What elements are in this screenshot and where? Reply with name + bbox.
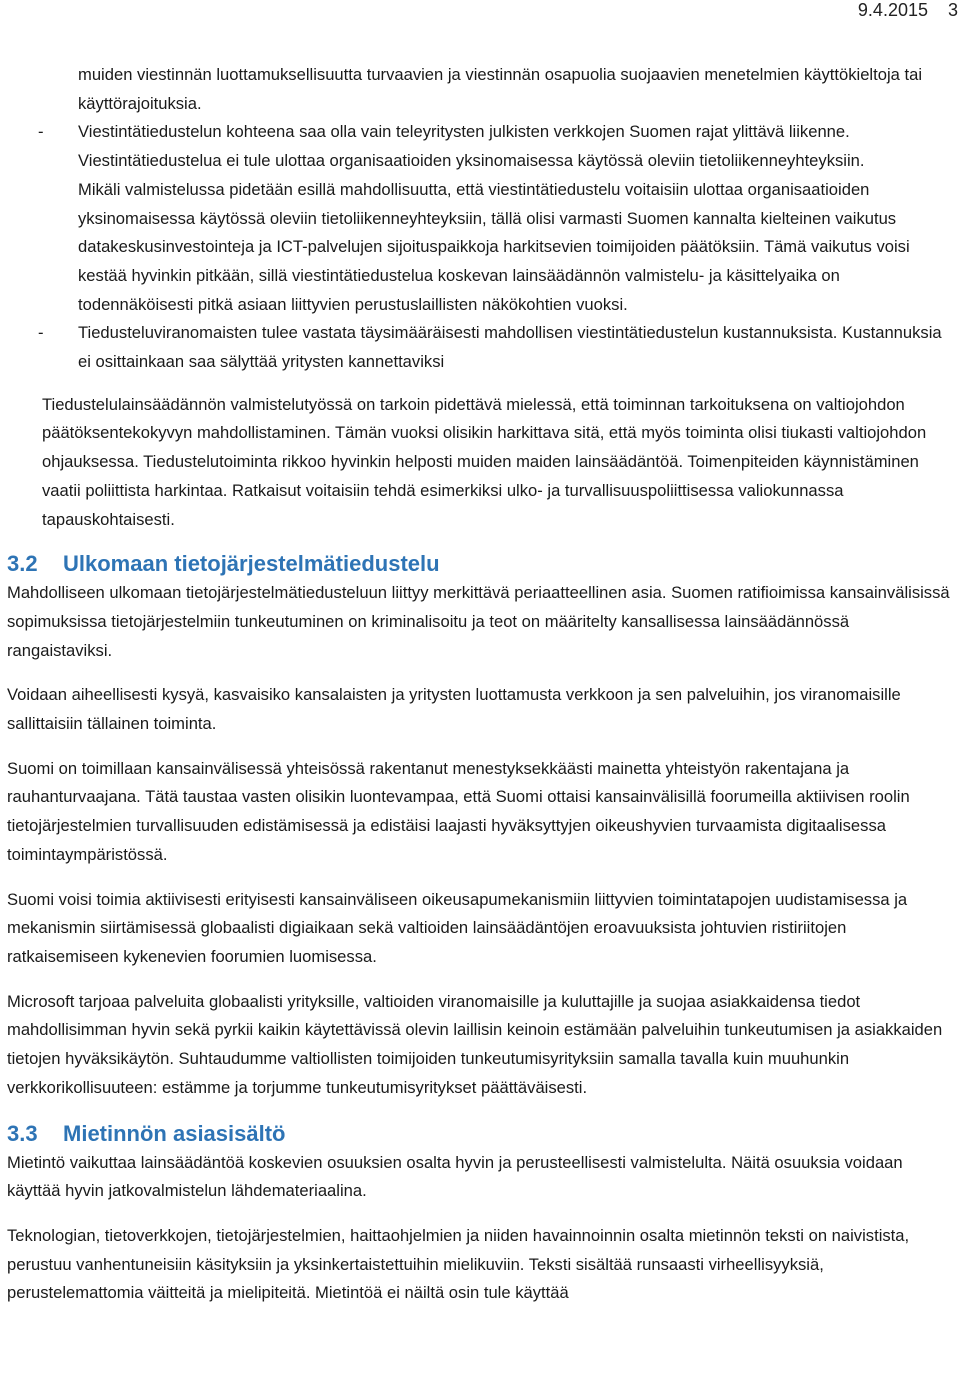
paragraph: Voidaan aiheellisesti kysyä, kasvaisiko kansalaisten ja yritysten luottamusta verkkoon ja sen palveluihin, jos viranomaisille sallittaisiin tällainen toiminta. — [7, 685, 901, 734]
intro-paragraph: Tiedustelulainsäädännön valmistelutyössä on tarkoin pidettävä mielessä, että toiminnan tarkoituksena on valtiojohdon päätöksentekokyvyn mahdollistaminen. Tämän vuoksi olisikin harkittava sitä, että myös toiminta olisi tiukasti valtiojohdon ohjauksessa. Tiedustelutoiminta rikkoo hyvinkin helposti muiden maiden lainsäädäntöä. Toimenpiteiden käynnistäminen vaatii poliittista harkintaa. Ratkaisut voitaisiin tehdä esimerkiksi ulko- ja turvallisuuspoliittisessa valiokunnassa tapauskohtaisesti. — [42, 394, 927, 529]
list-item-text: Tiedusteluviranomaisten tulee vastata täysimääräisesti mahdollisen viestintätiedustelun kustannuksista. Kustannuksia ei osittainkaan saa sälyttää yritysten kannettaviksi — [78, 323, 942, 372]
paragraph: Suomi on toimillaan kansainvälisessä yhteisössä rakentanut menestyksekkäästi mainetta yhteistyön rakentajana ja rauhanturvaajana. Tätä taustaa vasten olisikin luontevampaa, että Suomi ottaisi kansainvälisillä foorumeilla aktiivisen roolin tietojärjestelmien turvallisuuden edistämisessä ja edistäisi laajasti hyväksyttyjen oikeushyvien turvaamista digitaalisessa toimintaympäristössä. — [7, 758, 910, 864]
document-body — [7, 61, 953, 1308]
list-continuation: muiden viestinnän luottamuksellisuutta turvaavien ja viestinnän osapuolia suojaavien menetelmien käyttökieltoja tai käyttörajoituksia. — [78, 65, 923, 113]
list-marker: - — [38, 122, 44, 142]
page-number: 3 — [947, 0, 958, 20]
section-title: Ulkomaan tietojärjestelmätiedustelu — [63, 551, 440, 577]
paragraph: Teknologian, tietoverkkojen, tietojärjestelmien, haittaohjelmien ja niiden havainnoinnin osalta mietinnön teksti on naivistista, perustuu vanhentuneisiin käsityksiin ja yksinkertaistettuihin mielikuviin. Teksti sisältää runsaasti virheellisyyksiä, perustelemattomia väitteitä ja mielipiteitä. Mietintöä ei näiltä osin tule käyttää — [7, 1225, 910, 1303]
section-title: Mietinnön asiasisältö — [63, 1120, 286, 1146]
list-item — [7, 118, 953, 175]
paragraph: Microsoft tarjoaa palveluita globaalisti yrityksille, valtioiden viranomaisille ja kuluttajille ja suojaa asiakkaidensa tiedot mahdollisimman hyvin sekä pyrkii kaikin käytettävissä olevin laillisin keinoin estämään palveluihin tunkeutumisen ja asiakkaiden tietojen hyväksikäytön. Suhtaudumme valtiollisten toimijoiden tunkeutumisyrityksiin samalla tavalla kuin muuhunkin verkkorikollisuuteen: estämme ja torjumme tunkeutumisyritykset päättäväisesti. — [7, 991, 943, 1097]
list-marker: - — [38, 323, 44, 343]
paragraph: Suomi voisi toimia aktiivisesti erityisesti kansainväliseen oikeusapumekanismiin liittyvien toimintatapojen uudistamisessa ja mekanismin siirtämisessä globaalisti digiaikaan sekä valtioiden lainsäädäntöjen eroavuuksista johtuvien ristiriitojen ratkaisemiseen kykenevien foorumien luomisessa. — [7, 889, 908, 966]
list-item-continuation: Mikäli valmistelussa pidetään esillä mahdollisuutta, että viestintätiedustelu voitaisiin ulottaa organisaatioiden yksinomaisessa käytössä oleviin tietoliikenneyhteyksiin, tällä olisi varmasti Suomen kannalta kielteinen vaikutus datakeskusinvestointeja ja ICT-palvelujen sijoituspaikkoja harkitsevien toimijoiden päätöksiin. Tämä vaikutus voisi kestää hyvinkin pitkään, sillä viestintätiedustelua koskevan lainsäädännön valmistelu- ja käsittelyaika on todennäköisesti pitkä asiaan liittyvien perustuslaillisten näkökohtien vuoksi. — [78, 179, 910, 314]
list-item — [7, 319, 953, 376]
section-number: 3.2 — [7, 551, 38, 577]
section-heading-3-2 — [7, 549, 953, 579]
header-date: 9.4.2015 — [857, 0, 928, 20]
section-number: 3.3 — [7, 1120, 38, 1146]
list-item-text: Viestintätiedustelun kohteena saa olla vain teleyritysten julkisten verkkojen Suomen rajat ylittävä liikenne. Viestintätiedustelua ei tule ulottaa organisaatioiden yksinomaisessa käytössä oleviin tietoliikenneyhteyksiin. — [78, 122, 865, 171]
paragraph: Mietintö vaikuttaa lainsäädäntöä koskevien osuuksien osalta hyvin ja perusteellisesti valmistelulta. Näitä osuuksia voidaan käyttää hyvin jatkovalmistelun lähdemateriaalina. — [7, 1152, 903, 1201]
paragraph: Mahdolliseen ulkomaan tietojärjestelmätiedusteluun liittyy merkittävä periaatteellinen asia. Suomen ratifioimissa kansainvälisissä sopimuksissa tietojärjestelmiin tunkeutuminen on kriminalisoitu ja teot on määritelty kansallisessa lainsäädännössä rangaistaviksi. — [7, 583, 950, 660]
section-heading-3-3 — [7, 1119, 953, 1149]
